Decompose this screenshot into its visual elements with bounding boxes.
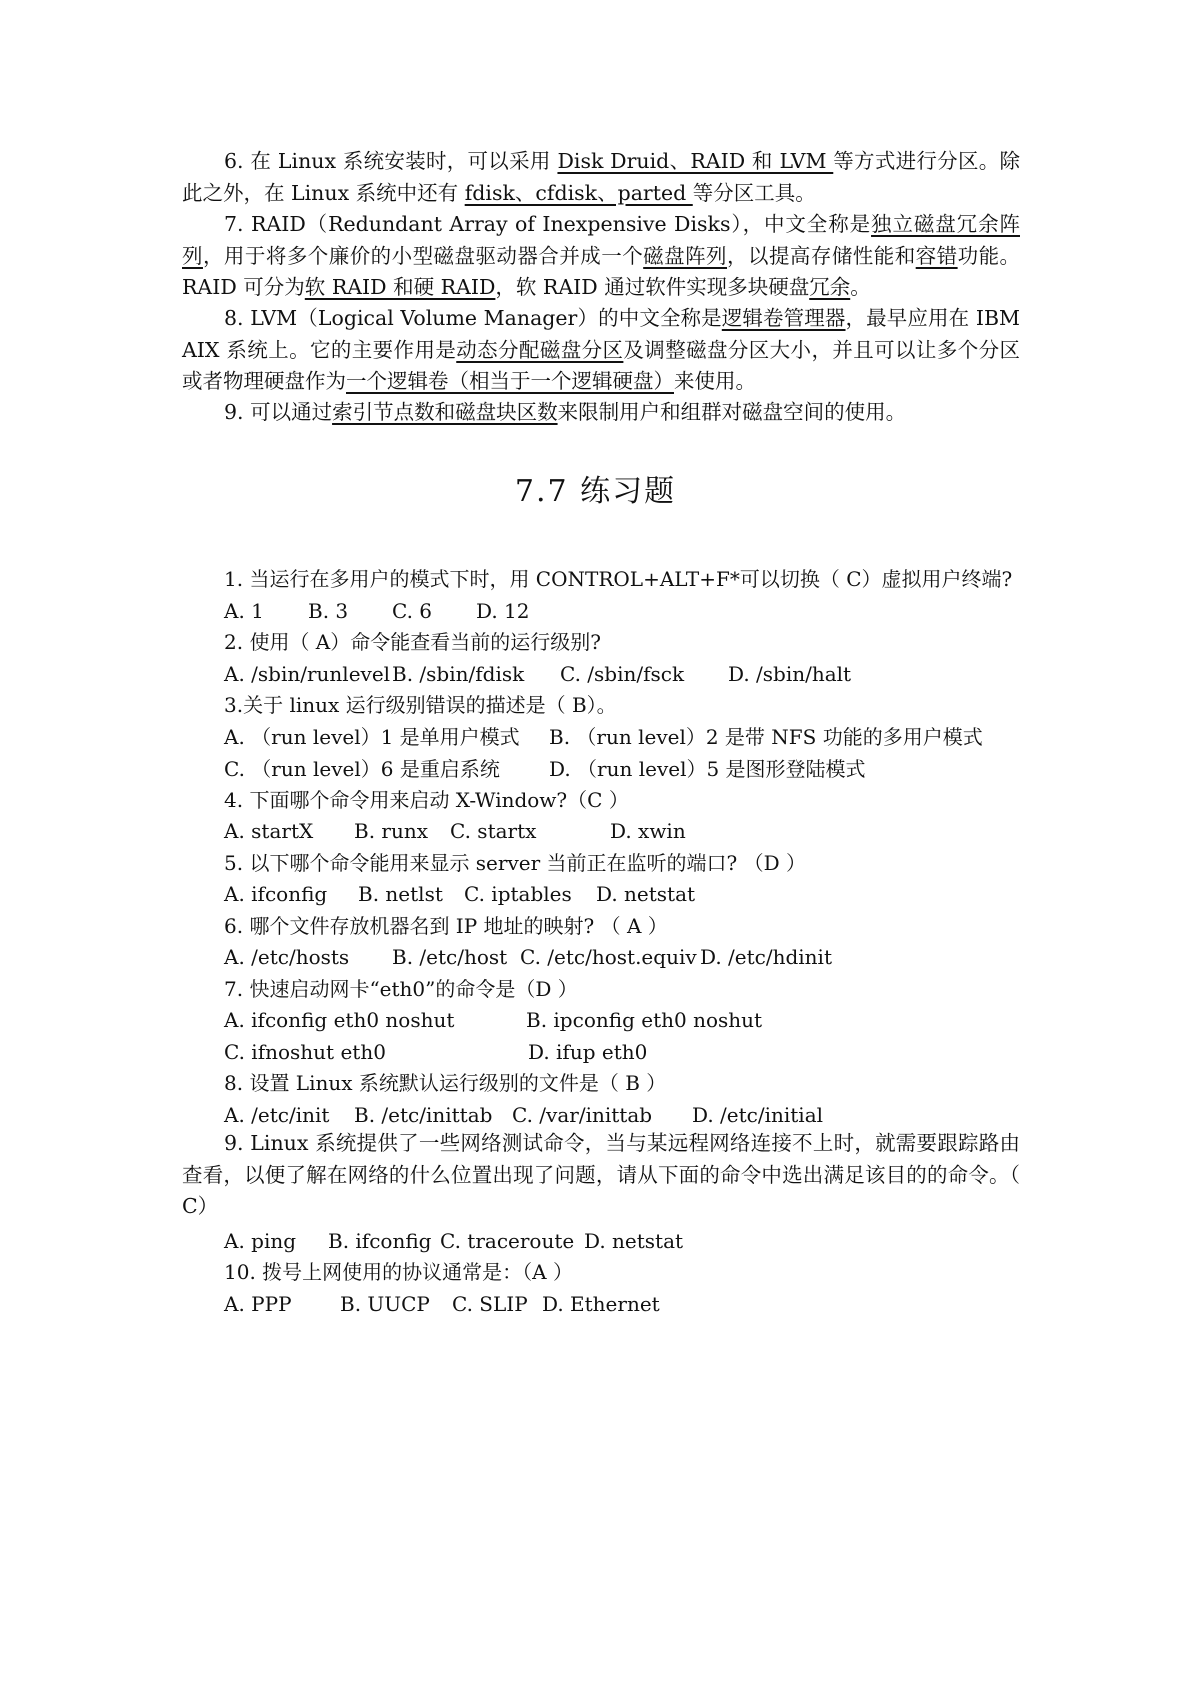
option-c: C. iptables	[464, 882, 572, 906]
option-a: A. startX	[224, 819, 314, 843]
option-a: A. PPP	[224, 1292, 292, 1316]
question-1: 1. 当运行在多用户的模式下时，用 CONTROL+ALT+F*可以切换（ C）虚拟用户终端?	[224, 567, 1013, 591]
option-b: B. netlst	[358, 882, 443, 906]
option-b: B. /etc/inittab	[354, 1103, 493, 1127]
option-d: D. ifup eth0	[528, 1040, 648, 1064]
option-c: C. ifnoshut eth0	[224, 1040, 386, 1064]
option-a: A. 1	[224, 599, 264, 623]
summary-paragraph-7: 7. RAID（Redundant Array of Inexpensive Disks），中文全称是独立磁盘冗余阵列，用于将多个廉价的小型磁盘驱动器合并成一个磁盘阵列，以提高存储性能和容错功能。RAID 可分为软 RAID 和硬 RAID，软 RAID 通过软件实现多块硬盘冗余。	[182, 212, 1021, 299]
option-b: B. （run level）2 是带 NFS 功能的多用户模式	[549, 725, 983, 749]
underlined-answer: 索引节点数和磁盘块区数	[332, 400, 558, 424]
option-d: D. /etc/initial	[692, 1103, 824, 1127]
underlined-answer: 软 RAID 和硬 RAID	[304, 275, 496, 299]
option-a: A. /etc/hosts	[224, 945, 350, 969]
option-a: A. ifconfig eth0 noshut	[224, 1008, 455, 1032]
option-d: D. xwin	[610, 819, 686, 843]
option-a: A. （run level）1 是单用户模式	[224, 725, 520, 749]
question-2: 2. 使用（ A）命令能查看当前的运行级别?	[224, 630, 601, 654]
option-a: A. ifconfig	[224, 882, 328, 906]
section-title: 7.7 练习题	[514, 474, 677, 509]
underlined-answer: 冗余	[809, 275, 851, 299]
underlined-answer: 容错	[915, 243, 958, 268]
option-a: A. /etc/init	[224, 1103, 330, 1127]
option-d: D. Ethernet	[542, 1292, 660, 1316]
option-b: B. ipconfig eth0 noshut	[526, 1008, 763, 1032]
option-d: D. netstat	[584, 1229, 684, 1253]
option-a: A. /sbin/runlevel	[224, 662, 391, 686]
underlined-answer: Disk Druid、RAID 和 LVM	[557, 149, 834, 173]
underlined-answer: 磁盘阵列	[643, 243, 728, 268]
option-b: B. runx	[354, 819, 429, 843]
option-b: B. ifconfig	[328, 1229, 432, 1253]
option-b: B. UUCP	[340, 1292, 430, 1316]
summary-paragraph-6: 6. 在 Linux 系统安装时，可以采用 Disk Druid、RAID 和 LVM 等方式进行分区。除此之外，在 Linux 系统中还有 fdisk、cfdisk、parted 等分区工具。	[182, 149, 1021, 205]
summary-paragraph-8: 8. LVM（Logical Volume Manager）的中文全称是逻辑卷管理器，最早应用在 IBM AIX 系统上。它的主要作用是动态分配磁盘分区及调整磁盘分区大小，并且可以让多个分区或者物理硬盘作为一个逻辑卷（相当于一个逻辑硬盘）来使用。	[182, 306, 1021, 393]
option-c: C. /sbin/fsck	[560, 662, 685, 686]
option-c: C. /etc/host.equiv	[520, 945, 697, 969]
option-d: D. /etc/hdinit	[700, 945, 832, 969]
option-b: B. /etc/host	[392, 945, 508, 969]
option-d: D. /sbin/halt	[728, 662, 852, 686]
question-3: 3.关于 linux 运行级别错误的描述是（ B）。	[224, 693, 617, 717]
option-c: C. SLIP	[452, 1292, 528, 1316]
underlined-answer: 动态分配磁盘分区	[456, 337, 624, 362]
underlined-answer: 独立磁盘冗余阵列	[182, 212, 1020, 268]
underlined-answer: 逻辑卷管理器	[721, 306, 846, 330]
summary-paragraph-9: 9. 可以通过索引节点数和磁盘块区数来限制用户和组群对磁盘空间的使用。	[224, 400, 907, 424]
option-c: C. /var/inittab	[512, 1103, 653, 1127]
question-5: 5. 以下哪个命令能用来显示 server 当前正在监听的端口? （D ）	[224, 851, 806, 875]
option-c: C. （run level）6 是重启系统	[224, 757, 500, 781]
option-c: C. 6	[392, 599, 433, 623]
question-4: 4. 下面哪个命令用来启动 X-Window?（C ）	[224, 788, 629, 812]
question-9: 9. Linux 系统提供了一些网络测试命令，当与某远程网络连接不上时，就需要跟踪路由查看，以便了解在网络的什么位置出现了问题，请从下面的命令中选出满足该目的的命令。（ C）	[182, 1131, 1020, 1218]
question-8: 8. 设置 Linux 系统默认运行级别的文件是（ B ）	[224, 1071, 667, 1095]
underlined-answer: fdisk、cfdisk、parted	[464, 180, 693, 205]
option-c: C. startx	[450, 819, 537, 843]
option-d: D. netstat	[596, 882, 696, 906]
option-a: A. ping	[224, 1229, 297, 1253]
option-d: D. （run level）5 是图形登陆模式	[549, 757, 866, 781]
question-7: 7. 快速启动网卡“eth0”的命令是（D ）	[224, 977, 578, 1001]
question-10: 10. 拨号上网使用的协议通常是：（A ）	[224, 1260, 573, 1284]
question-6: 6. 哪个文件存放机器名到 IP 地址的映射? （ A ）	[224, 914, 668, 938]
option-c: C. traceroute	[440, 1229, 575, 1253]
underlined-answer: 一个逻辑卷（相当于一个逻辑硬盘）	[346, 369, 674, 393]
option-d: D. 12	[476, 599, 530, 623]
option-b: B. /sbin/fdisk	[392, 662, 525, 686]
option-b: B. 3	[308, 599, 349, 623]
